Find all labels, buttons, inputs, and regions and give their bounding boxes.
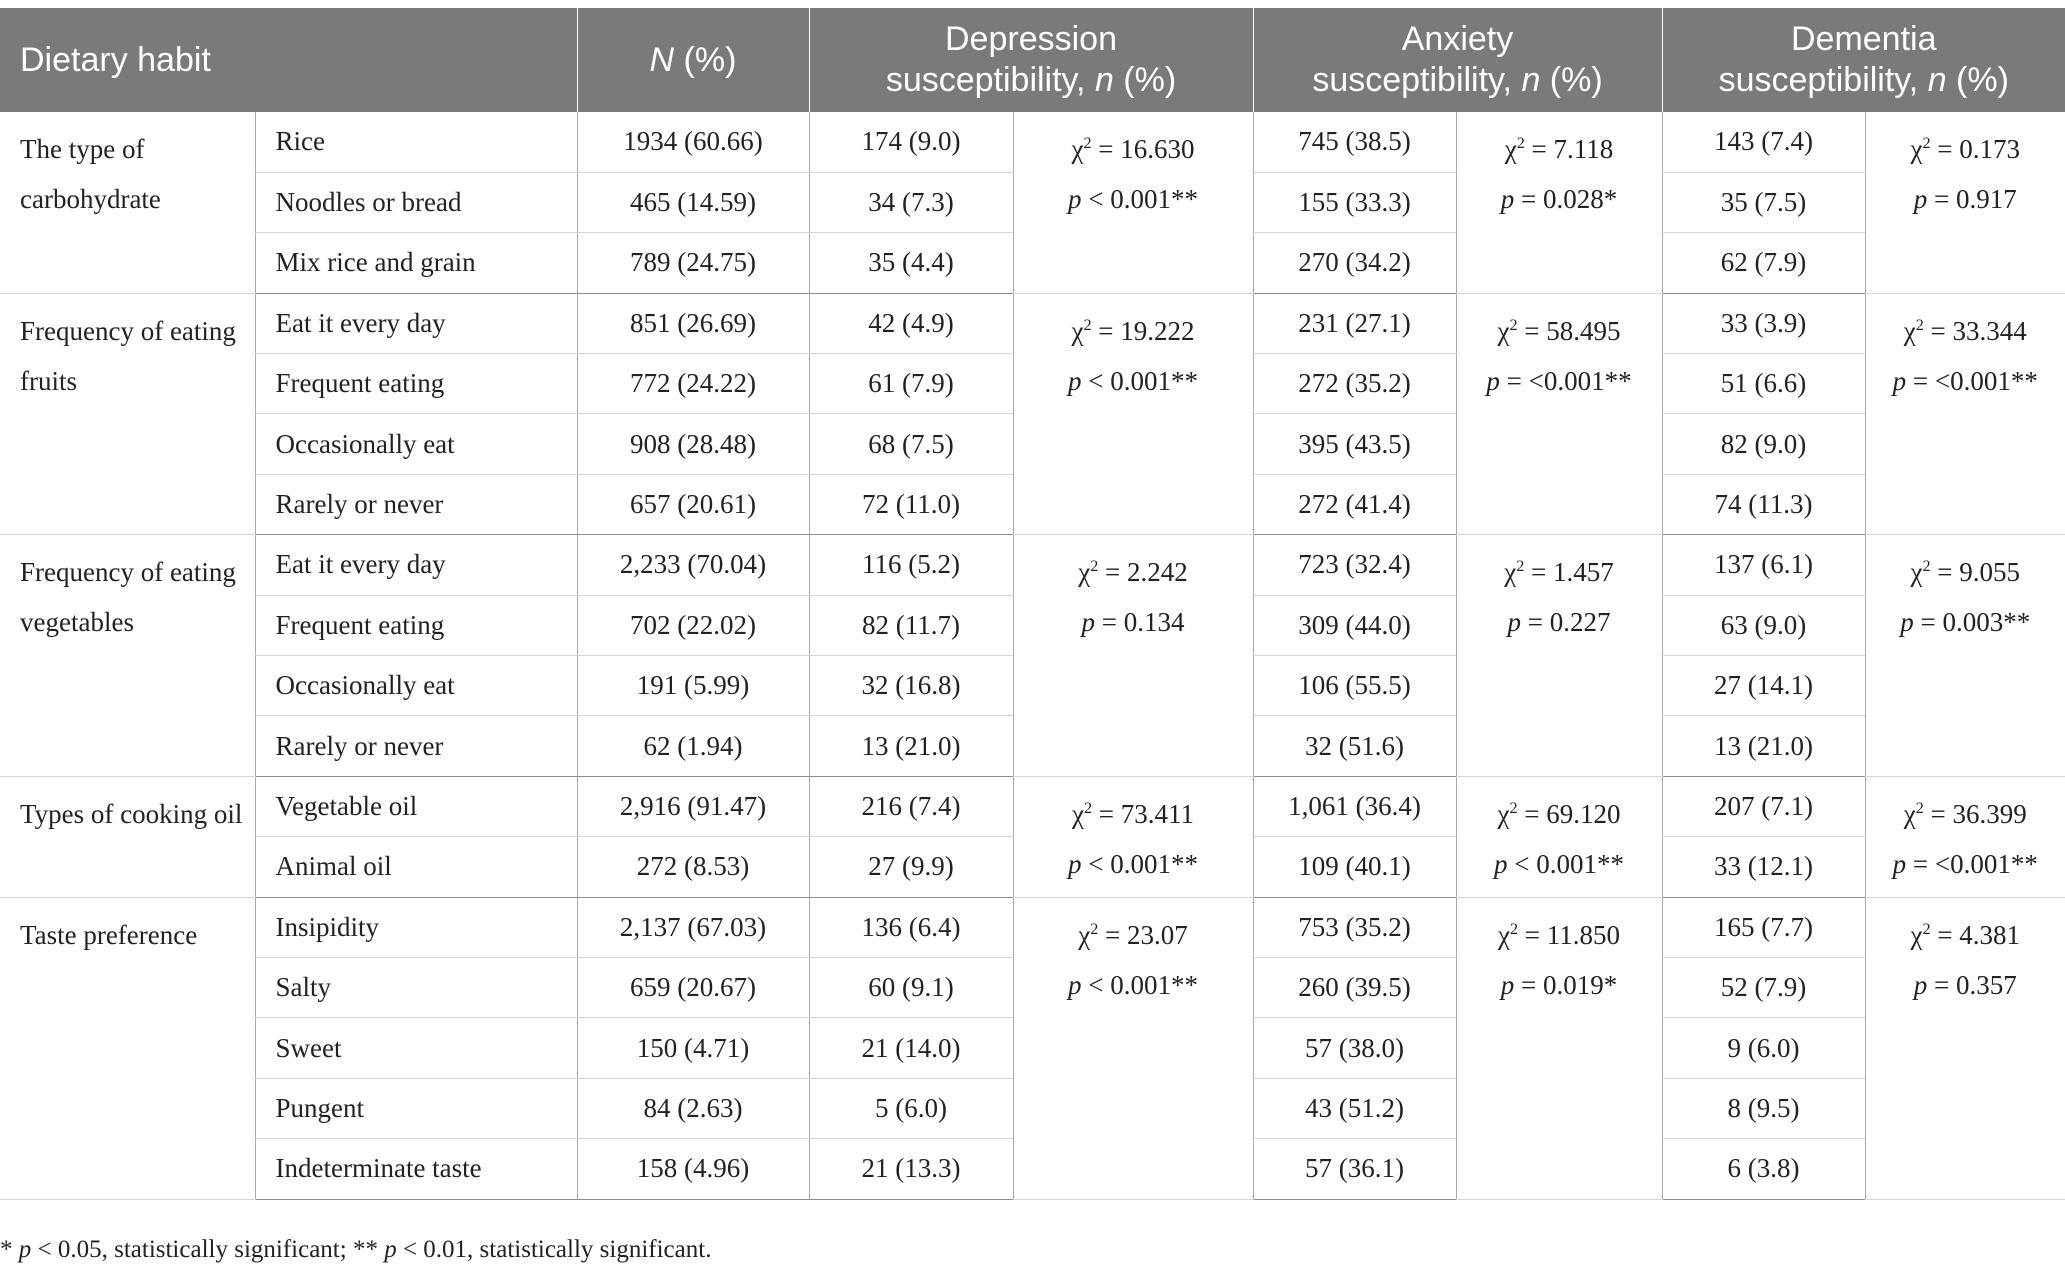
- item-label: Noodles or bread: [255, 172, 577, 232]
- p-value-line: p = 0.917: [1913, 184, 2017, 214]
- footnote: * p < 0.05, statistically significant; ** p < 0.01, statistically significant.: [0, 1236, 712, 1263]
- depression-cell: 136 (6.4): [809, 897, 1013, 957]
- anxiety-cell: 109 (40.1): [1253, 837, 1456, 897]
- group-label: Taste preference: [0, 897, 255, 1199]
- n-percent-cell: 84 (2.63): [577, 1078, 809, 1138]
- table-row: [0, 293, 2065, 353]
- item-label: Sweet: [255, 1018, 577, 1078]
- n-percent-cell: 62 (1.94): [577, 716, 809, 776]
- item-label: Rarely or never: [255, 716, 577, 776]
- chi-square-line: $\chi^2 = 16.630$: [1071, 134, 1195, 164]
- depression-cell: 68 (7.5): [809, 414, 1013, 474]
- p-value-line: p < 0.001**: [1068, 969, 1198, 1000]
- p-value-line: p < 0.001**: [1068, 365, 1198, 396]
- dementia-cell: 33 (12.1): [1662, 837, 1865, 897]
- item-label: Frequent eating: [255, 595, 577, 655]
- dementia-cell: 8 (9.5): [1662, 1078, 1865, 1138]
- item-label: Animal oil: [255, 837, 577, 897]
- dep-statistic: [1013, 776, 1253, 897]
- group-label: The type of carbohydrate: [0, 112, 255, 293]
- depression-cell: 116 (5.2): [809, 535, 1013, 595]
- n-percent-cell: 465 (14.59): [577, 172, 809, 232]
- chi-square-line: $\chi^2 = 1.457$: [1504, 557, 1614, 588]
- item-label: Insipidity: [255, 897, 577, 957]
- dep-statistic: [1013, 535, 1253, 777]
- n-percent-cell: 272 (8.53): [577, 837, 809, 897]
- group-label: Frequency of eating vegetables: [0, 535, 255, 777]
- table-row: [0, 897, 2065, 957]
- p-value-line: p = <0.001**: [1486, 365, 1632, 396]
- dem-statistic: [1865, 535, 2065, 777]
- item-label: Mix rice and grain: [255, 233, 577, 293]
- item-label: Rarely or never: [255, 474, 577, 534]
- depression-cell: 61 (7.9): [809, 354, 1013, 414]
- dementia-cell: 137 (6.1): [1662, 535, 1865, 595]
- depression-cell: 32 (16.8): [809, 656, 1013, 716]
- chi-square-line: $\chi^2 = 73.411$: [1071, 798, 1195, 829]
- depression-cell: 72 (11.0): [809, 474, 1013, 534]
- header-row: [0, 8, 2065, 112]
- p-value-line: p < 0.001**: [1068, 848, 1198, 879]
- item-label: Occasionally eat: [255, 414, 577, 474]
- anxiety-cell: 260 (39.5): [1253, 957, 1456, 1017]
- chi-square-line: $\chi^2 = 23.07$: [1078, 919, 1188, 950]
- dementia-cell: 33 (3.9): [1662, 293, 1865, 353]
- table-body: [0, 112, 2065, 1199]
- anxiety-cell: 1,061 (36.4): [1253, 776, 1456, 836]
- item-label: Indeterminate taste: [255, 1139, 577, 1199]
- header-dietary-habit: Dietary habit: [0, 8, 577, 112]
- item-label: Eat it every day: [255, 293, 577, 353]
- n-percent-cell: 659 (20.67): [577, 957, 809, 1017]
- anxiety-cell: 745 (38.5): [1253, 112, 1456, 172]
- n-percent-cell: 150 (4.71): [577, 1018, 809, 1078]
- p-value-line: p < 0.001**: [1494, 848, 1624, 879]
- dementia-cell: 82 (9.0): [1662, 414, 1865, 474]
- dementia-cell: 27 (14.1): [1662, 656, 1865, 716]
- chi-square-line: $\chi^2 = 36.399$: [1903, 798, 2027, 829]
- depression-cell: 35 (4.4): [809, 233, 1013, 293]
- depression-cell: 216 (7.4): [809, 776, 1013, 836]
- item-label: Rice: [255, 112, 577, 172]
- anx-statistic: [1456, 112, 1662, 293]
- item-label: Pungent: [255, 1078, 577, 1138]
- anx-statistic: [1456, 776, 1662, 897]
- anxiety-cell: 272 (41.4): [1253, 474, 1456, 534]
- anxiety-cell: 32 (51.6): [1253, 716, 1456, 776]
- depression-cell: 82 (11.7): [809, 595, 1013, 655]
- chi-square-line: $\chi^2 = 33.344$: [1903, 315, 2027, 346]
- chi-square-line: $\chi^2 = 0.173$: [1910, 134, 2021, 164]
- header-n-percent: N (%): [577, 8, 809, 112]
- dementia-cell: 52 (7.9): [1662, 957, 1865, 1017]
- n-percent-cell: 2,137 (67.03): [577, 897, 809, 957]
- p-value-line: p = 0.134: [1081, 607, 1185, 638]
- dem-statistic: [1865, 293, 2065, 535]
- chi-square-line: $\chi^2 = 19.222$: [1071, 315, 1195, 346]
- anxiety-cell: 155 (33.3): [1253, 172, 1456, 232]
- n-percent-cell: 702 (22.02): [577, 595, 809, 655]
- anxiety-cell: 395 (43.5): [1253, 414, 1456, 474]
- dietary-habit-table: [0, 8, 2065, 1200]
- p-value-line: p < 0.001**: [1068, 184, 1198, 214]
- p-value-line: p = 0.028*: [1500, 184, 1618, 214]
- n-percent-cell: 851 (26.69): [577, 293, 809, 353]
- dementia-cell: 63 (9.0): [1662, 595, 1865, 655]
- dep-statistic: [1013, 897, 1253, 1199]
- depression-cell: 5 (6.0): [809, 1078, 1013, 1138]
- anxiety-cell: 57 (38.0): [1253, 1018, 1456, 1078]
- dementia-cell: 9 (6.0): [1662, 1018, 1865, 1078]
- group-label: Frequency of eating fruits: [0, 293, 255, 535]
- chi-square-line: $\chi^2 = 69.120$: [1497, 798, 1621, 829]
- anxiety-cell: 270 (34.2): [1253, 233, 1456, 293]
- n-percent-cell: 908 (28.48): [577, 414, 809, 474]
- anxiety-cell: 753 (35.2): [1253, 897, 1456, 957]
- anxiety-cell: 272 (35.2): [1253, 354, 1456, 414]
- dep-statistic: [1013, 112, 1253, 293]
- anxiety-cell: 723 (32.4): [1253, 535, 1456, 595]
- depression-cell: 27 (9.9): [809, 837, 1013, 897]
- anxiety-cell: 57 (36.1): [1253, 1139, 1456, 1199]
- n-percent-cell: 158 (4.96): [577, 1139, 809, 1199]
- depression-cell: 21 (14.0): [809, 1018, 1013, 1078]
- item-label: Vegetable oil: [255, 776, 577, 836]
- table-wrapper: [0, 8, 2065, 1200]
- dementia-cell: 13 (21.0): [1662, 716, 1865, 776]
- p-value-line: p = 0.003**: [1900, 607, 2031, 638]
- chi-square-line: $\chi^2 = 2.242$: [1078, 557, 1188, 588]
- item-label: Frequent eating: [255, 354, 577, 414]
- dementia-cell: 51 (6.6): [1662, 354, 1865, 414]
- depression-cell: 34 (7.3): [809, 172, 1013, 232]
- n-percent-cell: 191 (5.99): [577, 656, 809, 716]
- dementia-cell: 35 (7.5): [1662, 172, 1865, 232]
- depression-cell: 174 (9.0): [809, 112, 1013, 172]
- dementia-cell: 165 (7.7): [1662, 897, 1865, 957]
- table-row: [0, 112, 2065, 172]
- depression-cell: 13 (21.0): [809, 716, 1013, 776]
- n-percent-cell: 1934 (60.66): [577, 112, 809, 172]
- p-value-line: p = 0.227: [1507, 607, 1611, 638]
- header-anxiety: Anxiety susceptibility, n (%): [1253, 8, 1662, 112]
- chi-square-line: $\chi^2 = 4.381$: [1910, 919, 2021, 950]
- anx-statistic: [1456, 293, 1662, 535]
- item-label: Salty: [255, 957, 577, 1017]
- dem-statistic: [1865, 112, 2065, 293]
- chi-square-line: $\chi^2 = 7.118$: [1504, 134, 1614, 164]
- group-label: Types of cooking oil: [0, 776, 255, 897]
- anxiety-cell: 231 (27.1): [1253, 293, 1456, 353]
- anxiety-cell: 106 (55.5): [1253, 656, 1456, 716]
- anxiety-cell: 309 (44.0): [1253, 595, 1456, 655]
- item-label: Eat it every day: [255, 535, 577, 595]
- p-value-line: p = 0.019*: [1500, 969, 1618, 1000]
- dementia-cell: 6 (3.8): [1662, 1139, 1865, 1199]
- chi-square-line: $\chi^2 = 11.850$: [1497, 919, 1621, 950]
- depression-cell: 60 (9.1): [809, 957, 1013, 1017]
- anxiety-cell: 43 (51.2): [1253, 1078, 1456, 1138]
- chi-square-line: $\chi^2 = 58.495$: [1497, 315, 1621, 346]
- chi-square-line: $\chi^2 = 9.055$: [1910, 557, 2021, 588]
- n-percent-cell: 772 (24.22): [577, 354, 809, 414]
- item-label: Occasionally eat: [255, 656, 577, 716]
- dem-statistic: [1865, 776, 2065, 897]
- header-dementia: Dementia susceptibility, n (%): [1662, 8, 2065, 112]
- n-percent-cell: 789 (24.75): [577, 233, 809, 293]
- n-percent-cell: 2,233 (70.04): [577, 535, 809, 595]
- dementia-cell: 74 (11.3): [1662, 474, 1865, 534]
- depression-cell: 21 (13.3): [809, 1139, 1013, 1199]
- anx-statistic: [1456, 535, 1662, 777]
- table-row: [0, 535, 2065, 595]
- depression-cell: 42 (4.9): [809, 293, 1013, 353]
- dep-statistic: [1013, 293, 1253, 535]
- dementia-cell: 207 (7.1): [1662, 776, 1865, 836]
- anx-statistic: [1456, 897, 1662, 1199]
- table-row: [0, 776, 2065, 836]
- p-value-line: p = <0.001**: [1892, 365, 2038, 396]
- dementia-cell: 62 (7.9): [1662, 233, 1865, 293]
- p-value-line: p = 0.357: [1913, 969, 2017, 1000]
- dementia-cell: 143 (7.4): [1662, 112, 1865, 172]
- dem-statistic: [1865, 897, 2065, 1199]
- n-percent-cell: 2,916 (91.47): [577, 776, 809, 836]
- p-value-line: p = <0.001**: [1892, 848, 2038, 879]
- n-percent-cell: 657 (20.61): [577, 474, 809, 534]
- header-depression: Depression susceptibility, n (%): [809, 8, 1253, 112]
